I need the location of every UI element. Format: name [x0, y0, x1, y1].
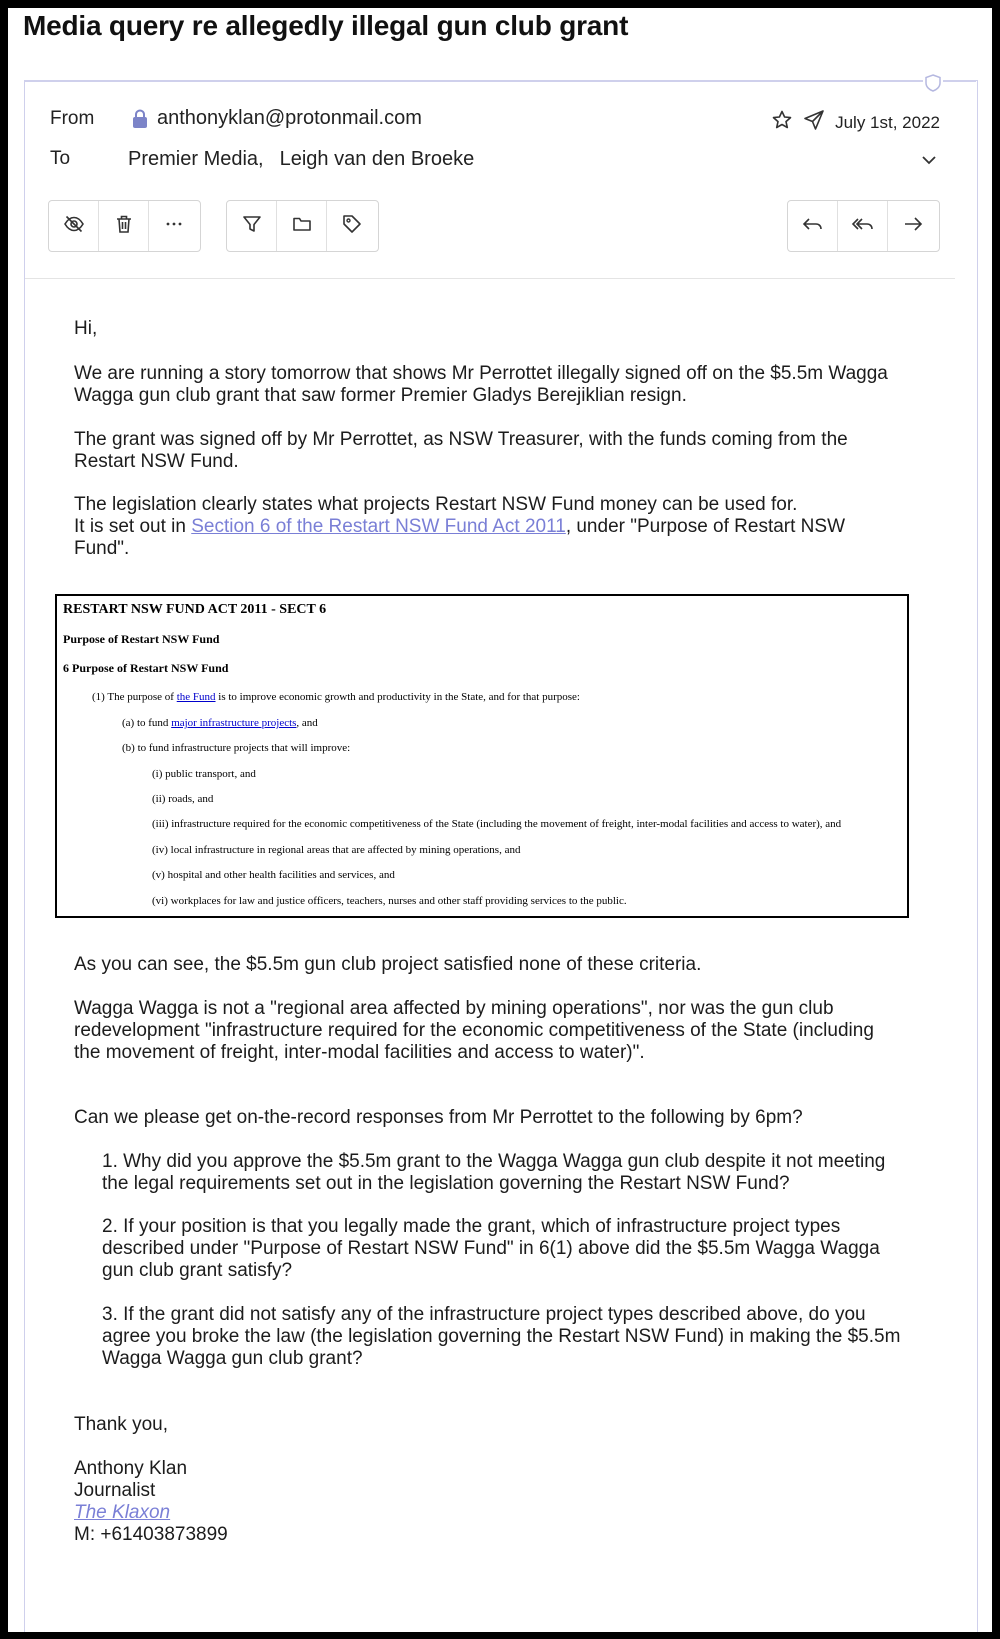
trash-icon — [113, 213, 135, 240]
paragraph: Can we please get on-the-record responses from Mr Perrottet to the following by 6pm? — [74, 1107, 803, 1128]
outlet-link[interactable]: The Klaxon — [74, 1502, 171, 1523]
question-item: 2. If your position is that you legally made the grant, which of infrastructure project types described under "Purpose of Restart NSW Fund" in 6(1) above did the $5.5m Wagga Wagga gun club grant satisfy? — [102, 1216, 880, 1281]
law-heading: Purpose of Restart NSW Fund — [63, 632, 220, 646]
header-divider — [25, 278, 955, 279]
signature-name: Anthony Klan — [74, 1458, 188, 1479]
reply-all-icon — [851, 213, 875, 240]
more-button[interactable] — [149, 201, 199, 251]
message-meta — [771, 109, 940, 136]
paragraph: The grant was signed off by Mr Perrottet, as NSW Treasurer, with the funds coming from the Restart NSW Fund. — [74, 429, 848, 472]
law-subclause: (ii) roads, and — [152, 793, 214, 805]
email-view — [8, 8, 992, 1632]
paragraph — [74, 494, 894, 560]
law-text: is to improve economic growth and productivity in the State, and for that purpose: — [215, 691, 580, 703]
signature-phone: M: +61403873899 — [74, 1524, 228, 1545]
question-item: 1. Why did you approve the $5.5m grant to the Wagga Wagga gun club despite it not meeting the legal requirements set out in the legislation governing the Restart NSW Fund? — [102, 1151, 886, 1194]
law-subclause: (iii) infrastructure required for the economic competitiveness of the State (including the movement of freight, inter-modal facilities and access to water), and — [152, 818, 842, 830]
lock-icon — [131, 109, 149, 129]
filter-button[interactable] — [227, 201, 277, 251]
fund-link[interactable]: the Fund — [176, 691, 216, 703]
law-subclause: (vi) workplaces for law and justice officers, teachers, nurses and other staff providing services to the public. — [152, 895, 627, 907]
hide-icon — [63, 213, 85, 240]
paragraph-text: It is set out in — [74, 516, 192, 537]
greeting: Hi, — [74, 318, 98, 339]
forward-icon — [901, 213, 925, 240]
move-to-folder-button[interactable] — [277, 201, 327, 251]
law-clause: (b) to fund infrastructure projects that will improve: — [122, 742, 351, 754]
delete-button[interactable] — [99, 201, 149, 251]
law-text: (a) to fund — [122, 717, 172, 729]
label-button[interactable] — [327, 201, 377, 251]
paragraph-text: , under "Purpose of Restart NSW Fund". — [74, 516, 846, 559]
reply-button[interactable] — [788, 201, 838, 251]
reply-icon — [801, 213, 825, 240]
question-item: 3. If the grant did not satisfy any of the infrastructure project types described above, do you agree you broke the law (the legislation governing the Restart NSW Fund) in making the $5.5m Wagga Wagga gun club grant? — [102, 1304, 901, 1369]
law-text: , and — [296, 717, 318, 729]
major-projects-link[interactable]: major infrastructure projects — [171, 717, 297, 729]
recipients — [128, 148, 474, 171]
law-clause — [122, 717, 318, 729]
tag-icon — [341, 213, 363, 240]
signature-role: Journalist — [74, 1480, 156, 1501]
toolbar-group-organize — [226, 200, 379, 252]
recipient[interactable]: Leigh van den Broeke — [279, 148, 475, 170]
paragraph: We are running a story tomorrow that shows Mr Perrottet illegally signed off on the $5.5m Wagga Wagga gun club grant that saw former Premier Gladys Berejiklian resign. — [74, 363, 888, 406]
filter-icon — [241, 213, 263, 240]
law-subclause: (v) hospital and other health facilities and services, and — [152, 869, 395, 881]
card-top-border — [24, 80, 976, 82]
law-subclause: (i) public transport, and — [152, 768, 256, 780]
act-section-link[interactable]: Section 6 of the Restart NSW Fund Act 2011 — [191, 516, 566, 537]
sender[interactable] — [131, 107, 422, 130]
sign-off: Thank you, — [74, 1414, 168, 1435]
toolbar-group-reply — [787, 200, 940, 252]
paragraph: As you can see, the $5.5m gun club project satisfied none of these criteria. — [74, 954, 702, 975]
to-label: To — [50, 148, 71, 169]
law-text: (1) The purpose of — [92, 691, 177, 703]
legislation-excerpt — [55, 594, 909, 918]
sent-icon — [803, 109, 825, 136]
more-icon — [163, 213, 185, 240]
sender-address: anthonyklan@protonmail.com — [157, 107, 422, 129]
law-title: RESTART NSW FUND ACT 2011 - SECT 6 — [63, 602, 327, 617]
paragraph: Wagga Wagga is not a "regional area affected by mining operations", nor was the gun club redevelopment "infrastructure required for the economic competitiveness of the State (including the movement of freight, inter-modal facilities and access to water)". — [74, 998, 874, 1063]
signature-outlet — [74, 1502, 170, 1524]
law-subclause: (iv) local infrastructure in regional areas that are affected by mining operations, and — [152, 844, 521, 856]
chevron-down-icon[interactable] — [918, 149, 940, 171]
law-heading: 6 Purpose of Restart NSW Fund — [63, 661, 229, 675]
hide-button[interactable] — [49, 201, 99, 251]
paragraph-line: The legislation clearly states what projects Restart NSW Fund money can be used for. — [74, 494, 798, 515]
toolbar-group-actions — [48, 200, 201, 252]
star-icon[interactable] — [771, 109, 793, 136]
email-subject: Media query re allegedly illegal gun club grant — [23, 10, 629, 41]
from-label: From — [50, 108, 95, 129]
law-clause — [92, 691, 580, 703]
shield-icon — [923, 73, 943, 93]
reply-all-button[interactable] — [838, 201, 888, 251]
folder-icon — [291, 213, 313, 240]
forward-button[interactable] — [888, 201, 938, 251]
recipient[interactable]: Premier Media, — [128, 148, 264, 170]
message-date: July 1st, 2022 — [835, 112, 940, 132]
